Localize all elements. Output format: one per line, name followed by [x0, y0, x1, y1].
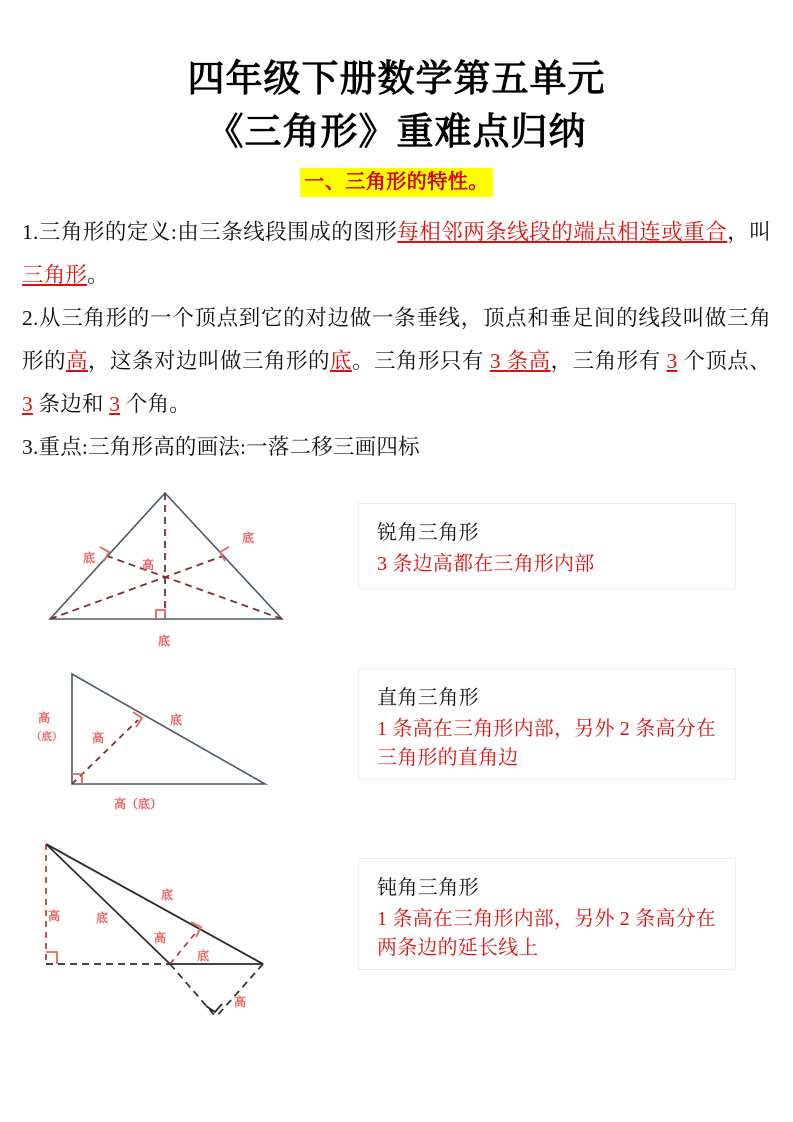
obtuse-label-height-outer: 高 [234, 995, 247, 1009]
paragraph-2-seg-5: 个顶点、 [677, 349, 771, 373]
right-note-body: 1 条高在三角形内部，另外 2 条高分在三角形的直角边 [377, 718, 716, 769]
acute-note-body: 3 条边高都在三角形内部 [377, 553, 595, 575]
paragraph-3-text: 重点:三角形高的画法:一落二移三画四标 [38, 435, 420, 459]
title-line-2: 《三角形》重难点归纳 [206, 111, 587, 152]
right-label-height-inner: 高 [92, 731, 105, 745]
right-note-title: 直角三角形 [377, 687, 479, 709]
page-title [0, 0, 793, 158]
acute-triangle-svg [30, 479, 330, 654]
obtuse-altitude-outer [216, 964, 263, 1017]
section-heading-row [0, 168, 793, 197]
obtuse-altitude-inner [170, 930, 198, 964]
acute-note-title: 锐角三角形 [377, 522, 479, 544]
acute-label-base-left: 底 [83, 551, 96, 565]
paragraph-2-red-angles-count: 3 [109, 392, 121, 416]
paragraph-2-red-vertices-count: 3 [666, 349, 678, 373]
paragraph-1-red-1: 每相邻两条线段的端点相连或重合 [397, 220, 728, 244]
right-label-base-hypotenuse: 底 [170, 713, 183, 727]
right-label-height-base-bottom: 高（底） [114, 797, 163, 811]
obtuse-right-angle-mark-outer [206, 1004, 222, 1012]
obtuse-right-angle-mark-left [46, 952, 57, 964]
title-line-1: 四年级下册数学第五单元 [187, 58, 606, 99]
right-triangle-diagram [30, 662, 330, 822]
paragraph-2-red-sides-count: 3 [22, 392, 33, 416]
acute-right-angle-mark-right [220, 547, 229, 561]
acute-label-height: 高 [142, 558, 155, 572]
paragraph-1-seg-3: 。 [87, 263, 109, 287]
body-text-area [22, 211, 771, 469]
paragraph-2-number: 2. [22, 306, 39, 330]
acute-triangle-diagram [30, 479, 330, 654]
acute-right-angle-mark-base [156, 610, 165, 619]
right-label-height-base-vertical-2: （底） [31, 731, 63, 743]
paragraph-1 [22, 211, 771, 297]
paragraph-2-red-three-heights: 3 条高 [489, 349, 551, 373]
obtuse-label-height-left: 高 [48, 909, 61, 923]
obtuse-triangle-diagram [20, 834, 340, 1029]
obtuse-triangle-long-side [46, 844, 263, 964]
obtuse-label-base-top-side: 底 [161, 888, 174, 902]
acute-label-base-right: 底 [242, 531, 255, 545]
right-triangle-svg [30, 662, 330, 822]
paragraph-2-seg-7: 个角。 [120, 392, 191, 416]
obtuse-note-body: 1 条高在三角形内部，另外 2 条高分在两条边的延长线上 [377, 908, 716, 959]
section-heading: 一、三角形的特性。 [300, 168, 493, 197]
right-label-height-base-vertical-1: 高 [38, 711, 51, 725]
paragraph-2-seg-3: 。三角形只有 [351, 349, 490, 373]
obtuse-label-base-left-side: 底 [96, 911, 109, 925]
acute-right-angle-mark-left [100, 547, 109, 561]
obtuse-triangle-svg [20, 834, 340, 1029]
paragraph-2 [22, 297, 771, 426]
obtuse-label-height-inner: 高 [154, 931, 167, 945]
paragraph-2-red-gao: 高 [66, 349, 88, 373]
right-triangle-outline [72, 674, 265, 784]
paragraph-2-red-di: 底 [329, 349, 352, 373]
paragraph-1-seg-2: ，叫 [727, 220, 771, 244]
paragraph-1-red-2: 三角形 [22, 263, 88, 287]
diagram-rows [0, 479, 793, 1039]
paragraph-2-seg-1: 从三角形的一个顶点到它的对边做一条垂线，顶点和垂足间的线段叫做三角形的 [22, 306, 771, 373]
paragraph-2-seg-4: ，三角形有 [550, 349, 667, 373]
paragraph-1-seg-1: 三角形的定义:由三条线段围成的图形 [38, 220, 398, 244]
acute-label-base-bottom: 底 [158, 634, 171, 648]
obtuse-note-box [358, 858, 736, 970]
paragraph-2-seg-2: ，这条对边叫做三角形的 [88, 349, 330, 373]
acute-note-box [358, 503, 736, 589]
paragraph-3-number: 3. [22, 435, 39, 459]
obtuse-label-base-short: 底 [197, 949, 210, 963]
obtuse-note-title: 钝角三角形 [377, 877, 479, 899]
paragraph-2-seg-6: 条边和 [32, 392, 110, 416]
paragraph-3 [22, 426, 771, 469]
acute-altitude-from-right [107, 556, 282, 619]
right-note-box [358, 668, 736, 780]
paragraph-1-number: 1. [22, 220, 39, 244]
